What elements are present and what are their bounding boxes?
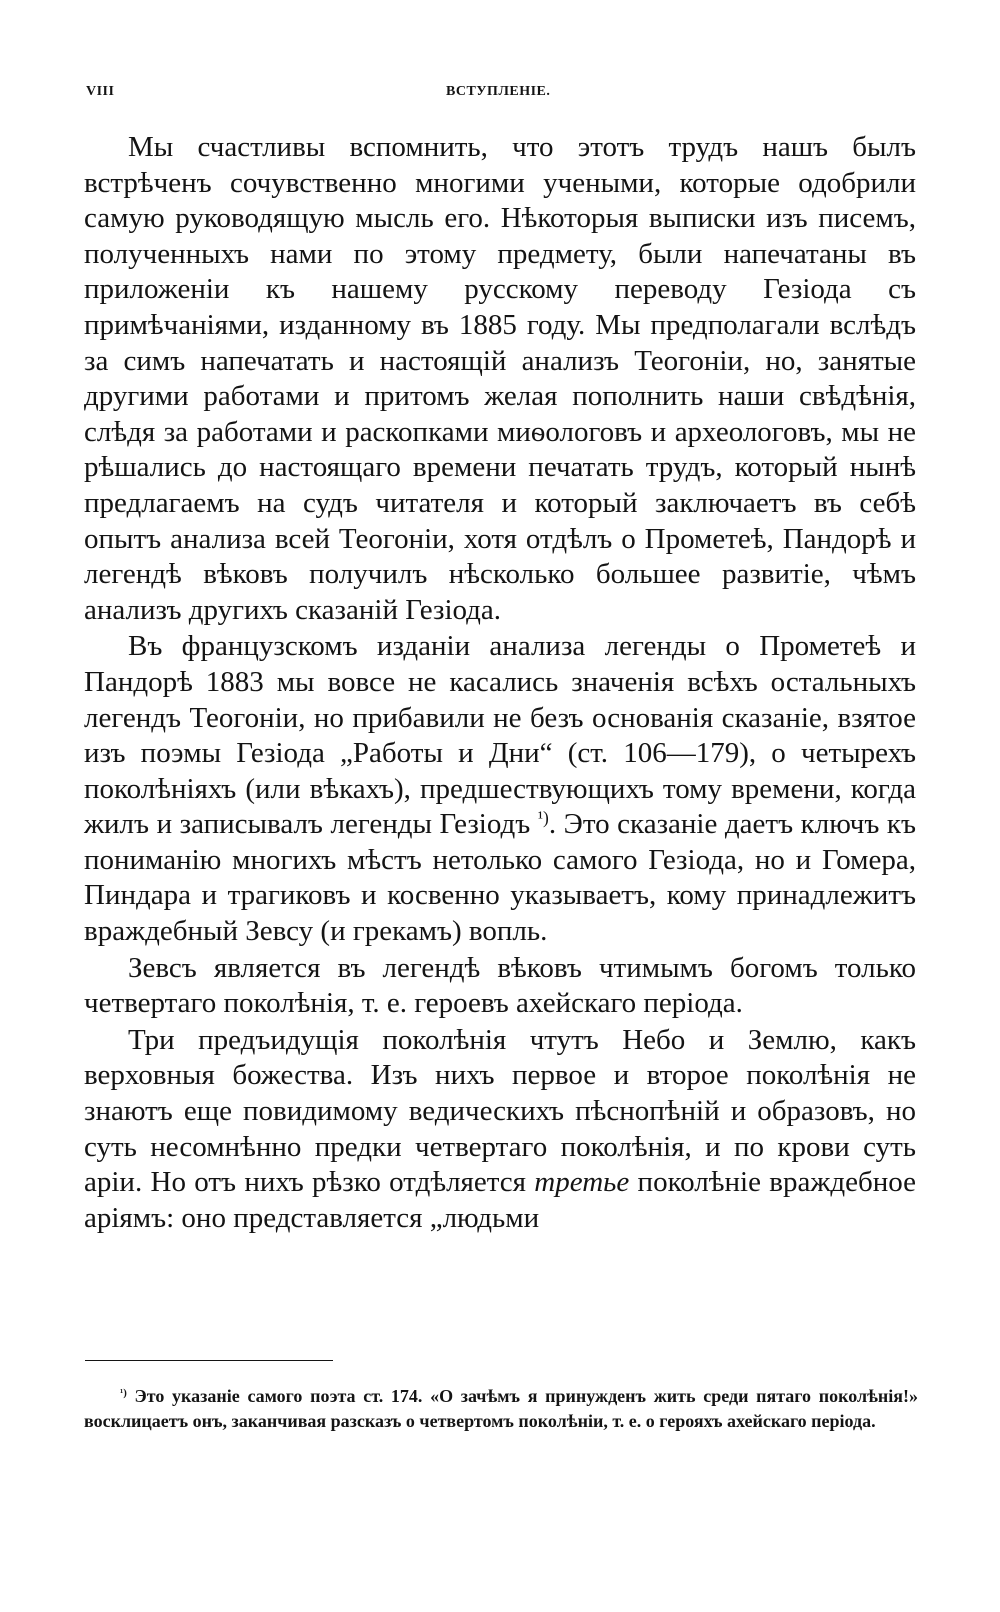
footnotes [84,1384,918,1434]
paragraph-2-text-b: . Это сказаніе даетъ ключъ къ пониманію многихъ мѣстъ нетолько самого Гезіода, но и Гомера, Пиндара и трагиковъ и косвенно указываетъ, кому принадлежитъ враждебный Зевсу (и грекамъ) вопль. [84,808,917,948]
footnote-mark: ¹) [120,1387,127,1400]
paragraph-2-text-a: Въ французскомъ изданіи анализа легенды о Прометеѣ и Пандорѣ 1883 мы вовсе не касались значенія всѣхъ остальныхъ легендъ Теогоніи, но прибавили не безъ основанія сказаніе, взятое изъ поэмы Гезіода „Работы и Дни“ (ст. 106—179), о четырехъ поколѣніяхъ (или вѣкахъ), предшествующихъ тому времени, когда жилъ и записывалъ легенды Гезіодъ [84,630,916,841]
paragraph-2 [84,629,916,949]
paragraph-4 [84,1023,916,1237]
paragraph-3 [84,951,916,1022]
emphasized-word: третье [534,1166,630,1199]
paragraph-4-text-b: поколѣніе враждебное аріямъ: оно представляется „людьми [84,1166,916,1234]
footnote-reference: ¹) [537,807,549,828]
paragraph-1-text: Мы счастливы вспомнить, что этотъ трудъ нашъ былъ встрѣченъ сочувственно многими учеными, которые одобрили самую руководящую мысль его. Нѣкоторыя выписки изъ писемъ, полученныхъ нами по этому предмету, были напечатаны въ приложеніи къ нашему русскому переводу Гезіода съ примѣчаніями, изданному въ 1885 году. Мы предполагали вслѣдъ за симъ напечатать и настоящій анализъ Теогоніи, но, занятые другими работами и притомъ желая пополнить наши свѣдѣнія, слѣдя за работами и раскопками миѳологовъ и археологовъ, мы не рѣшались до настоящаго времени печатать трудъ, который нынѣ предлагаемъ на судъ читателя и который заключаетъ въ себѣ опытъ анализа всей Теогоніи, хотя отдѣлъ о Прометеѣ, Пандорѣ и легендѣ вѣковъ получилъ нѣсколько большее развитіе, чѣмъ анализъ другихъ сказаній Гезіода. [84,131,916,626]
running-title: ВСТУПЛЕНІЕ. [446,84,551,99]
page-number: VIII [86,84,115,99]
paragraph-3-text: Зевсъ является въ легендѣ вѣковъ чтимымъ богомъ только четвертаго поколѣнія, т. е. героевъ ахейскаго періода. [84,951,916,1020]
paragraph-1 [84,130,916,628]
running-header [86,84,916,114]
paragraph-4-text-a: Три предъидущія поколѣнія чтутъ Небо и Землю, какъ верховныя божества. Изъ нихъ первое и второе поколѣнія не знаютъ еще повидимому ведическихъ пѣснопѣній и образовъ, но суть несомнѣнно предки четвертаго поколѣнія, и по крови суть аріи. Но отъ нихъ рѣзко отдѣляется [84,1023,916,1199]
footnote-1 [84,1384,918,1434]
body-text [84,130,916,1237]
footnote-divider [85,1360,333,1361]
footnote-text: Это указаніе самого поэта ст. 174. «О зачѣмъ я принужденъ жить среди пятаго поколѣнія!» восклицаетъ онъ, заканчивая разсказъ о четвертомъ поколѣніи, т. е. о герояхъ ахейскаго періода. [84,1386,918,1431]
